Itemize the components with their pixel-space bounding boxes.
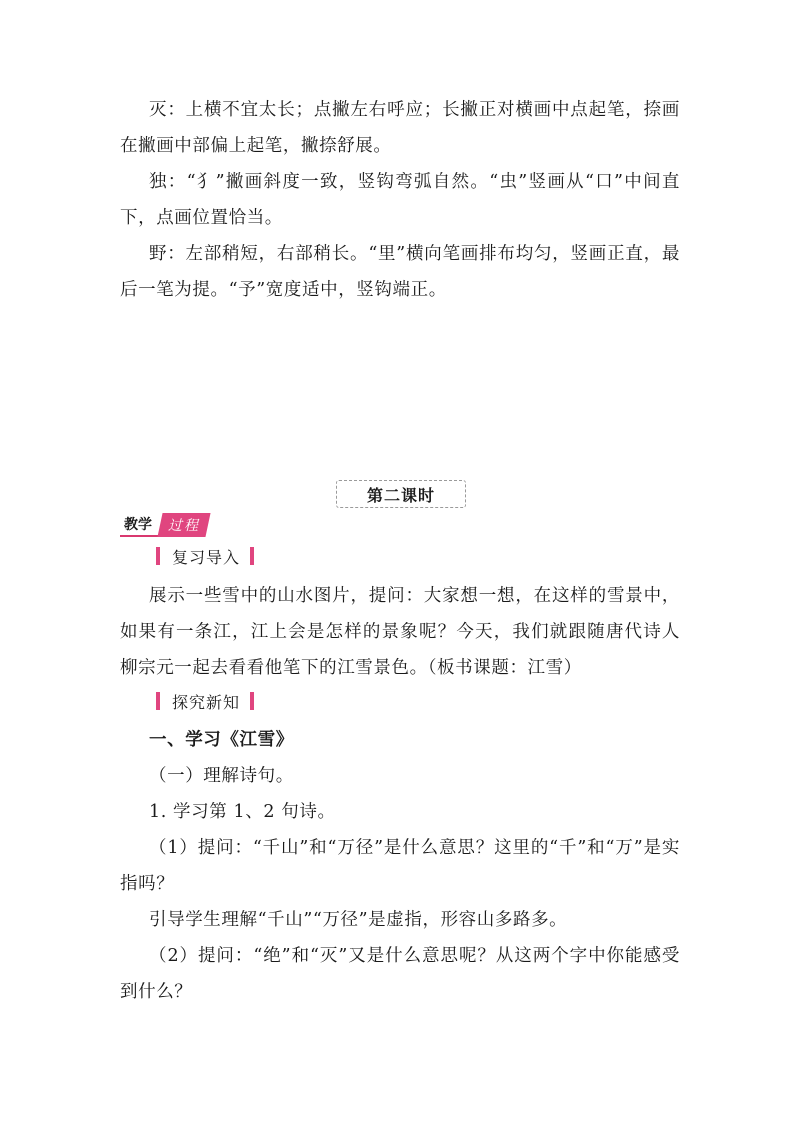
guide-1: 引导学生理解“千山”“万径”是虚指，形容山多路多。 xyxy=(149,910,568,930)
paragraph-du: 独：“犭”撇画斜度一致，竖钩弯弧自然。“虫”竖画从“口”中间直下，点画位置恰当。 xyxy=(120,172,680,228)
lesson-title: 第二课时 xyxy=(366,485,435,505)
paragraph-ye: 野：左部稍短，右部稍长。“里”横向笔画排布均匀，竖画正直，最后一笔为提。“予”宽度适中，竖钩端正。 xyxy=(120,244,680,300)
badge-right-box xyxy=(157,513,210,537)
teaching-process-badge xyxy=(120,513,208,537)
subheading-understand: （一）理解诗句。 xyxy=(149,766,294,786)
question-1: （1）提问：“千山”和“万径”是什么意思？这里的“千”和“万”是实指吗？ xyxy=(120,838,680,894)
badge-left-text: 教学 xyxy=(120,513,158,537)
section-review-intro xyxy=(156,545,254,567)
badge-right-text: 过程 xyxy=(168,518,200,534)
item-study-lines: 1. 学习第 1、2 句诗。 xyxy=(149,802,336,822)
section-bar-right xyxy=(250,692,254,710)
section-bar-right xyxy=(250,547,254,565)
section-explore-new xyxy=(156,690,254,712)
question-2: （2）提问：“绝”和“灭”又是什么意思呢？从这两个字中你能感受到什么？ xyxy=(120,946,680,1002)
section-label: 复习导入 xyxy=(172,547,241,567)
intro-paragraph: 展示一些雪中的山水图片，提问：大家想一想，在这样的雪景中，如果有一条江，江上会是怎样的景象呢？今天，我们就跟随唐代诗人柳宗元一起去看看他笔下的江雪景色。（板书课题：江雪） xyxy=(120,586,680,678)
lesson-title-box xyxy=(336,480,466,508)
paragraph-mie: 灭：上横不宜太长；点撇左右呼应；长撇正对横画中点起笔，捺画在撇画中部偏上起笔，撇捺舒展。 xyxy=(120,100,680,156)
heading-study-jiangxue: 一、学习《江雪》 xyxy=(149,730,294,750)
section-label: 探究新知 xyxy=(172,692,241,712)
